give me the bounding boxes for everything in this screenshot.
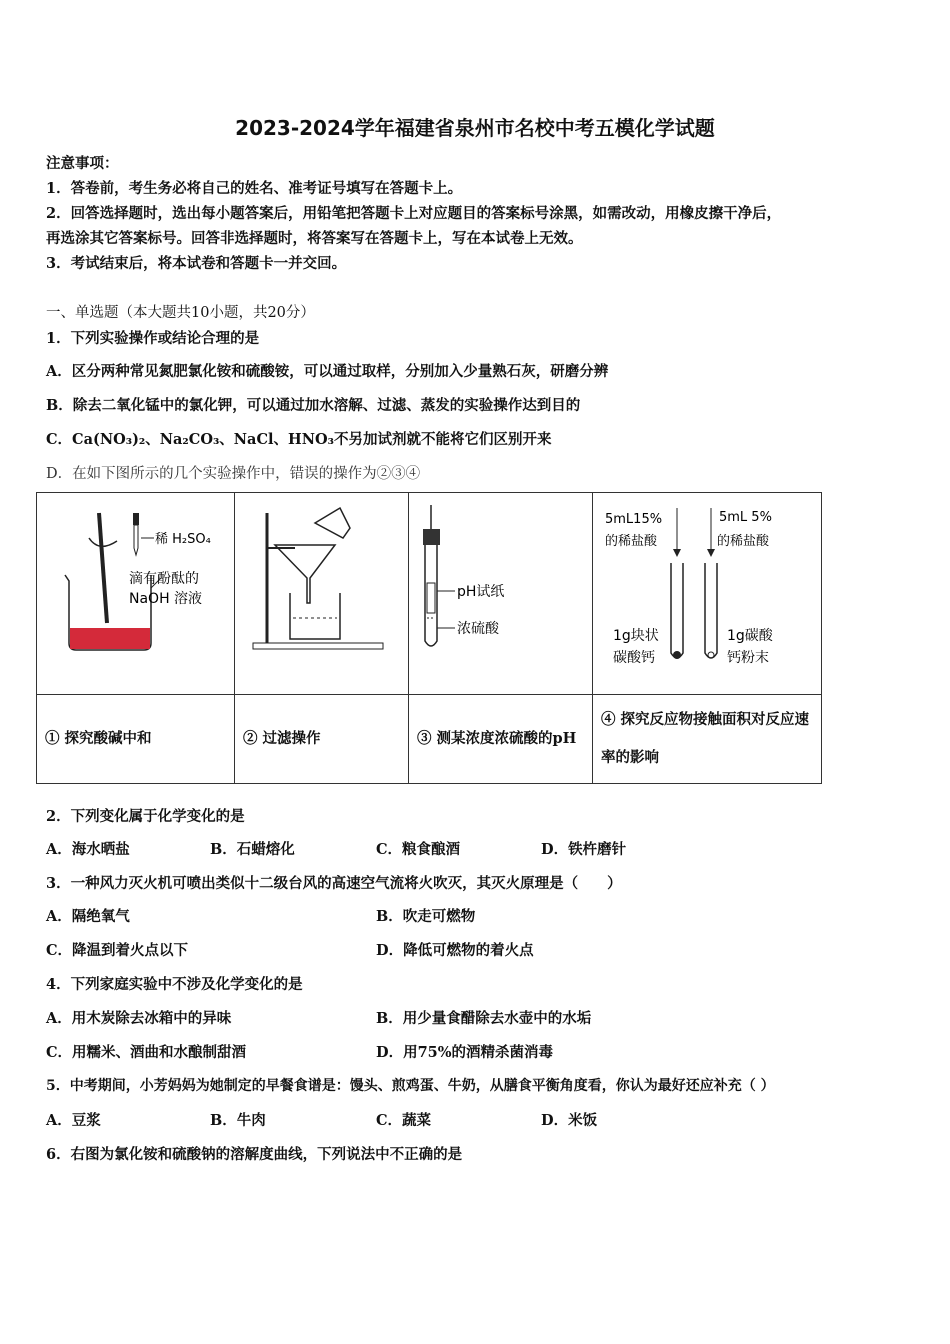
q2-option-c: C．粮食酿酒 [376, 841, 461, 858]
section-heading: 一、单选题（本大题共10小题，共20分） [46, 305, 315, 321]
figure-caption-1: ① 探究酸碱中和 [37, 695, 235, 784]
fig4-right-top-2: 的稀盐酸 [717, 534, 770, 549]
fig4-left-top-1: 5mL15% [605, 512, 663, 527]
fig4-right-bottom-2: 钙粉末 [727, 650, 769, 666]
q1-stem: 1．下列实验操作或结论合理的是 [46, 330, 260, 347]
fig3-label-ph-paper: pH试纸 [457, 584, 505, 600]
q4-stem: 4．下列家庭实验中不涉及化学变化的是 [46, 976, 303, 993]
fig4-left-top-2: 的稀盐酸 [605, 534, 658, 549]
acid-base-neutralization-illustration [37, 493, 234, 690]
q3-stem: 3．一种风力灭火机可喷出类似十二级台风的高速空气流将火吹灭，其灭火原理是（ ） [46, 875, 622, 892]
figure-cell-1 [37, 493, 235, 695]
ph-test-illustration [409, 493, 592, 690]
q5-option-b: B．牛肉 [210, 1112, 266, 1129]
q3-option-a: A．隔绝氧气 [46, 908, 130, 925]
fig4-right-top-1: 5mL 5% [719, 510, 772, 525]
fig4-left-bottom-1: 1g块状 [613, 628, 659, 644]
reaction-rate-illustration [593, 493, 821, 690]
q5-option-a: A．豆浆 [46, 1112, 101, 1129]
q2-option-d: D．铁杵磨针 [541, 841, 627, 858]
fig1-label-phenolphthalein: 滴有酚酞的 [129, 571, 199, 587]
notice-item: 1．答卷前，考生务必将自己的姓名、准考证号填写在答题卡上。 [46, 180, 463, 197]
q6-stem: 6．右图为氯化铵和硫酸钠的溶解度曲线，下列说法中不正确的是 [46, 1146, 463, 1163]
q1-option-c: C．Ca(NO₃)₂、Na₂CO₃、NaCl、HNO₃不另加试剂就不能将它们区别开来 [46, 431, 552, 448]
notice-item: 2．回答选择题时，选出每小题答案后，用铅笔把答题卡上对应题目的答案标号涂黑，如需改动，用橡皮擦干净后， [46, 205, 782, 222]
fig4-right-bottom-1: 1g碳酸 [727, 628, 773, 644]
q2-option-a: A．海水晒盐 [46, 841, 130, 858]
experiment-figure-table [36, 492, 822, 784]
q3-option-b: B．吹走可燃物 [376, 908, 476, 925]
figure-cell-3 [409, 493, 593, 695]
q3-option-c: C．降温到着火点以下 [46, 942, 189, 959]
q4-option-a: A．用木炭除去冰箱中的异味 [46, 1010, 232, 1027]
notice-item: 3．考试结束后，将本试卷和答题卡一并交回。 [46, 255, 347, 272]
q5-option-d: D．米饭 [541, 1112, 598, 1129]
figure-cell-4 [593, 493, 822, 695]
q4-option-d: D．用75%的酒精杀菌消毒 [376, 1044, 554, 1061]
q1-option-d: D．在如下图所示的几个实验操作中，错误的操作为②③④ [46, 466, 421, 482]
q3-option-d: D．降低可燃物的着火点 [376, 942, 534, 959]
q5-stem: 5．中考期间，小芳妈妈为她制定的早餐食谱是：馒头、煎鸡蛋、牛奶，从膳食平衡角度看，你认为最好还应补充（ ） [46, 1078, 775, 1094]
fig1-label-naoh: NaOH 溶液 [129, 591, 203, 607]
q5-option-c: C．蔬菜 [376, 1112, 432, 1129]
fig4-left-bottom-2: 碳酸钙 [613, 650, 655, 666]
q2-option-b: B．石蜡熔化 [210, 841, 295, 858]
figure-caption-2: ② 过滤操作 [235, 695, 409, 784]
figure-caption-3: ③ 测某浓度浓硫酸的pH [409, 695, 593, 784]
filtration-illustration [235, 493, 408, 690]
q2-stem: 2．下列变化属于化学变化的是 [46, 808, 245, 825]
fig1-label-acid: 稀 H₂SO₄ [155, 532, 211, 547]
fig3-label-sulfuric-acid: 浓硫酸 [457, 621, 499, 637]
figure-caption-4: ④ 探究反应物接触面积对反应速率的影响 [593, 695, 822, 784]
figure-cell-2 [235, 493, 409, 695]
page-title: 2023-2024学年福建省泉州市名校中考五模化学试题 [235, 116, 715, 140]
q1-option-b: B．除去二氧化锰中的氯化钾，可以通过加水溶解、过滤、蒸发的实验操作达到目的 [46, 397, 581, 414]
q4-option-b: B．用少量食醋除去水壶中的水垢 [376, 1010, 592, 1027]
q4-option-c: C．用糯米、酒曲和水酿制甜酒 [46, 1044, 247, 1061]
q1-option-a: A．区分两种常见氮肥氯化铵和硫酸铵，可以通过取样，分别加入少量熟石灰，研磨分辨 [46, 363, 609, 380]
notice-heading: 注意事项： [46, 155, 119, 172]
notice-item: 再选涂其它答案标号。回答非选择题时，将答案写在答题卡上，写在本试卷上无效。 [46, 230, 583, 247]
